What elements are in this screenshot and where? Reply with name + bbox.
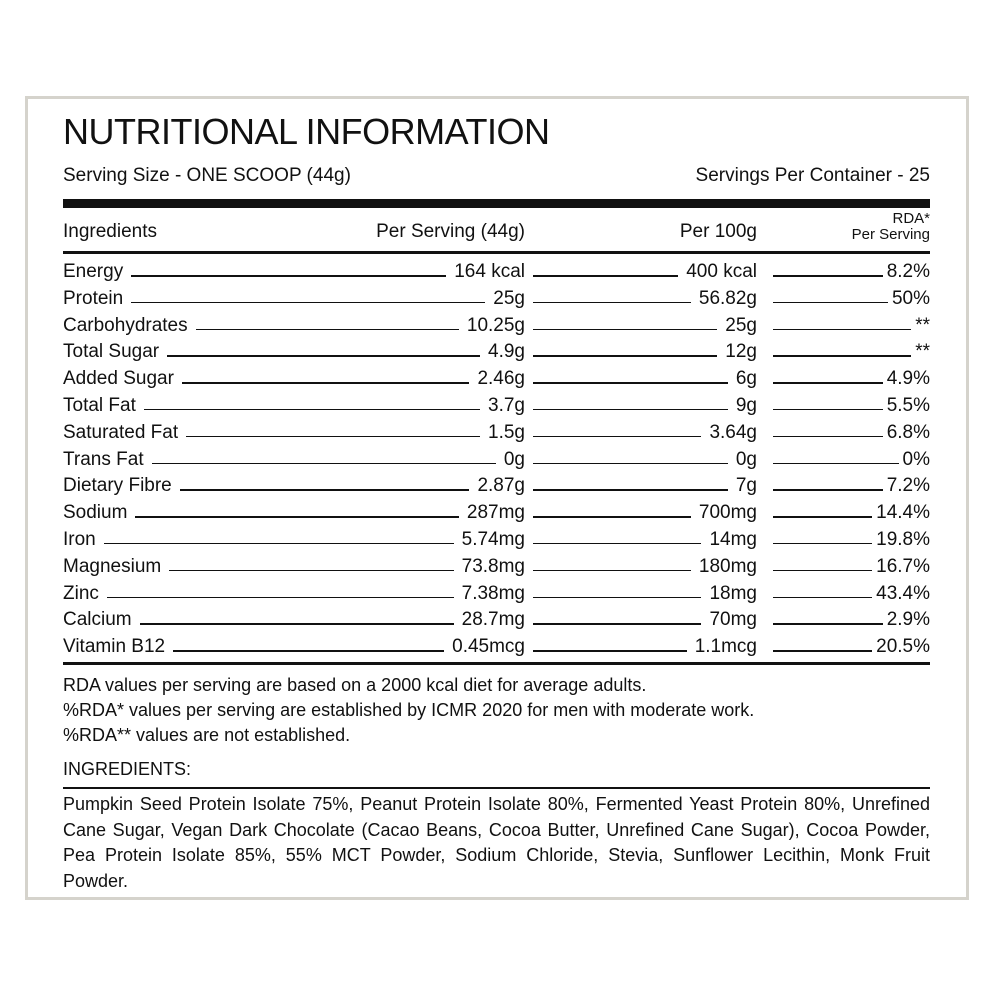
leader-line — [533, 489, 728, 491]
thick-divider — [63, 199, 930, 208]
rda-value: 43.4% — [876, 582, 930, 604]
leader-line — [773, 302, 888, 304]
leader-line — [104, 543, 454, 545]
table-row — [63, 366, 930, 393]
leader-line — [196, 329, 459, 331]
leader-line — [773, 409, 883, 411]
nutrient-name: Energy — [63, 261, 124, 282]
table-row — [63, 259, 930, 286]
per-100g-value: 180mg — [698, 555, 757, 577]
ingredients-heading: INGREDIENTS: — [63, 759, 192, 779]
serving-size: Serving Size - ONE SCOOP (44g) — [63, 165, 351, 186]
nutrient-name: Iron — [63, 528, 96, 550]
table-header — [63, 211, 930, 251]
leader-line — [773, 489, 883, 491]
per-serving-value: 1.5g — [488, 421, 525, 443]
leader-line — [773, 355, 911, 357]
rda-value: 5.5% — [886, 394, 930, 416]
per-100g-value: 1.1mcg — [694, 636, 757, 658]
table-row — [63, 607, 930, 634]
nutrient-name: Trans Fat — [63, 448, 144, 470]
nutrient-rows — [63, 259, 930, 661]
per-100g-value: 700mg — [698, 502, 757, 524]
table-row — [63, 554, 930, 581]
table-row — [63, 447, 930, 474]
rda-value: 16.7% — [876, 555, 930, 577]
leader-line — [533, 275, 678, 277]
table-row — [63, 500, 930, 527]
rda-value: 7.2% — [886, 475, 930, 497]
table-row — [63, 286, 930, 313]
nutrient-name: Added Sugar — [63, 368, 174, 390]
header-per-serving: Per Serving (44g) — [376, 221, 525, 242]
per-serving-value: 0.45mcg — [452, 636, 525, 658]
leader-line — [533, 436, 701, 438]
table-row — [63, 339, 930, 366]
leader-line — [107, 597, 454, 599]
per-serving-value: 2.87g — [477, 475, 525, 497]
per-serving-value: 287mg — [466, 502, 525, 524]
rda-value: 4.9% — [886, 368, 930, 390]
nutrition-panel — [25, 96, 969, 900]
rda-value: 19.8% — [876, 528, 930, 550]
per-100g-value: 12g — [725, 341, 757, 363]
leader-line — [773, 329, 911, 331]
per-serving-value: 73.8mg — [461, 555, 525, 577]
leader-line — [533, 382, 728, 384]
table-row — [63, 581, 930, 608]
rda-value: 0% — [902, 448, 930, 470]
rda-value: 20.5% — [876, 636, 930, 658]
nutrient-name: Zinc — [63, 582, 99, 604]
table-row — [63, 634, 930, 661]
leader-line — [533, 650, 687, 652]
leader-line — [173, 650, 444, 652]
leader-line — [152, 463, 496, 465]
per-100g-value: 25g — [725, 314, 757, 336]
rda-notes — [63, 673, 930, 748]
leader-line — [533, 623, 701, 625]
nutrient-name: Calcium — [63, 609, 132, 631]
per-100g-value: 3.64g — [709, 421, 757, 443]
table-bottom-divider — [63, 662, 930, 665]
leader-line — [131, 275, 446, 277]
leader-line — [135, 516, 459, 518]
note-line: RDA values per serving are based on a 2000 kcal diet for average adults. — [63, 675, 647, 695]
per-serving-value: 164 kcal — [454, 261, 525, 282]
per-serving-value: 28.7mg — [461, 609, 525, 631]
per-serving-value: 0g — [503, 448, 525, 470]
leader-line — [773, 650, 872, 652]
header-rda — [852, 211, 930, 243]
per-100g-value: 14mg — [709, 528, 757, 550]
page-title: NUTRITIONAL INFORMATION — [63, 111, 550, 152]
header-rda-line1: RDA* — [892, 210, 930, 227]
leader-line — [773, 463, 899, 465]
table-row — [63, 473, 930, 500]
header-per-100g: Per 100g — [679, 221, 757, 242]
leader-line — [144, 409, 480, 411]
per-serving-value: 4.9g — [488, 341, 525, 363]
per-serving-value: 5.74mg — [461, 528, 525, 550]
per-100g-value: 7g — [735, 475, 757, 497]
leader-line — [167, 355, 480, 357]
nutrient-name: Vitamin B12 — [63, 636, 166, 658]
per-100g-value: 70mg — [709, 609, 757, 631]
leader-line — [131, 302, 485, 304]
leader-line — [533, 516, 691, 518]
leader-line — [773, 570, 872, 572]
ingredients-text: Pumpkin Seed Protein Isolate 75%, Peanut Protein Isolate 80%, Fermented Yeast Protein 80%, Unrefined Cane Sugar, Vegan Dark Chocolate (Cacao Beans, Cocoa Butter, Unrefined Cane Sugar), Cocoa Powder, Pea Protein Isolate 85%, 55% MCT Powder, Sodium Chloride, Stevia, Sunflower Lecithin, Monk Fruit Powder. — [63, 794, 930, 891]
leader-line — [773, 382, 883, 384]
leader-line — [533, 543, 701, 545]
leader-line — [140, 623, 454, 625]
leader-line — [533, 597, 701, 599]
leader-line — [773, 436, 883, 438]
nutrient-name: Dietary Fibre — [63, 475, 172, 497]
leader-line — [533, 409, 728, 411]
per-100g-value: 18mg — [709, 582, 757, 604]
per-serving-value: 25g — [493, 287, 525, 309]
per-serving-value: 10.25g — [466, 314, 525, 336]
table-row — [63, 527, 930, 554]
nutrient-name: Sodium — [63, 502, 128, 524]
leader-line — [533, 329, 717, 331]
rda-value: 50% — [891, 287, 930, 309]
per-serving-value: 2.46g — [477, 368, 525, 390]
leader-line — [533, 570, 691, 572]
per-100g-value: 0g — [735, 448, 757, 470]
leader-line — [533, 463, 728, 465]
leader-line — [773, 275, 883, 277]
per-serving-value: 3.7g — [488, 394, 525, 416]
table-row — [63, 393, 930, 420]
nutrient-name: Protein — [63, 287, 124, 309]
note-line: %RDA* values per serving are established by ICMR 2020 for men with moderate work. — [63, 700, 755, 720]
header-ingredients: Ingredients — [63, 221, 158, 242]
rda-value: 2.9% — [886, 609, 930, 631]
leader-line — [533, 355, 717, 357]
nutrient-name: Total Fat — [63, 394, 136, 416]
table-row — [63, 420, 930, 447]
per-serving-value: 7.38mg — [461, 582, 525, 604]
servings-per-container: Servings Per Container - 25 — [695, 165, 930, 186]
header-divider — [63, 251, 930, 254]
per-100g-value: 6g — [735, 368, 757, 390]
leader-line — [186, 436, 480, 438]
leader-line — [773, 543, 872, 545]
rda-value: 6.8% — [886, 421, 930, 443]
header-rda-line2: Per Serving — [851, 226, 930, 243]
rda-value: ** — [915, 314, 930, 336]
note-line: %RDA** values are not established. — [63, 725, 351, 745]
leader-line — [773, 623, 883, 625]
nutrient-name: Saturated Fat — [63, 421, 179, 443]
rda-value: 14.4% — [876, 502, 930, 524]
leader-line — [182, 382, 469, 384]
nutrient-name: Total Sugar — [63, 341, 160, 363]
leader-line — [773, 597, 872, 599]
nutrient-name: Magnesium — [63, 555, 162, 577]
ingredients-divider — [63, 787, 930, 789]
per-100g-value: 9g — [735, 394, 757, 416]
per-100g-value: 400 kcal — [686, 261, 757, 282]
leader-line — [533, 302, 691, 304]
leader-line — [180, 489, 469, 491]
nutrient-name: Carbohydrates — [63, 314, 188, 336]
per-100g-value: 56.82g — [698, 287, 757, 309]
leader-line — [169, 570, 454, 572]
leader-line — [773, 516, 872, 518]
table-row — [63, 313, 930, 340]
rda-value: 8.2% — [886, 261, 930, 282]
rda-value: ** — [915, 341, 930, 363]
